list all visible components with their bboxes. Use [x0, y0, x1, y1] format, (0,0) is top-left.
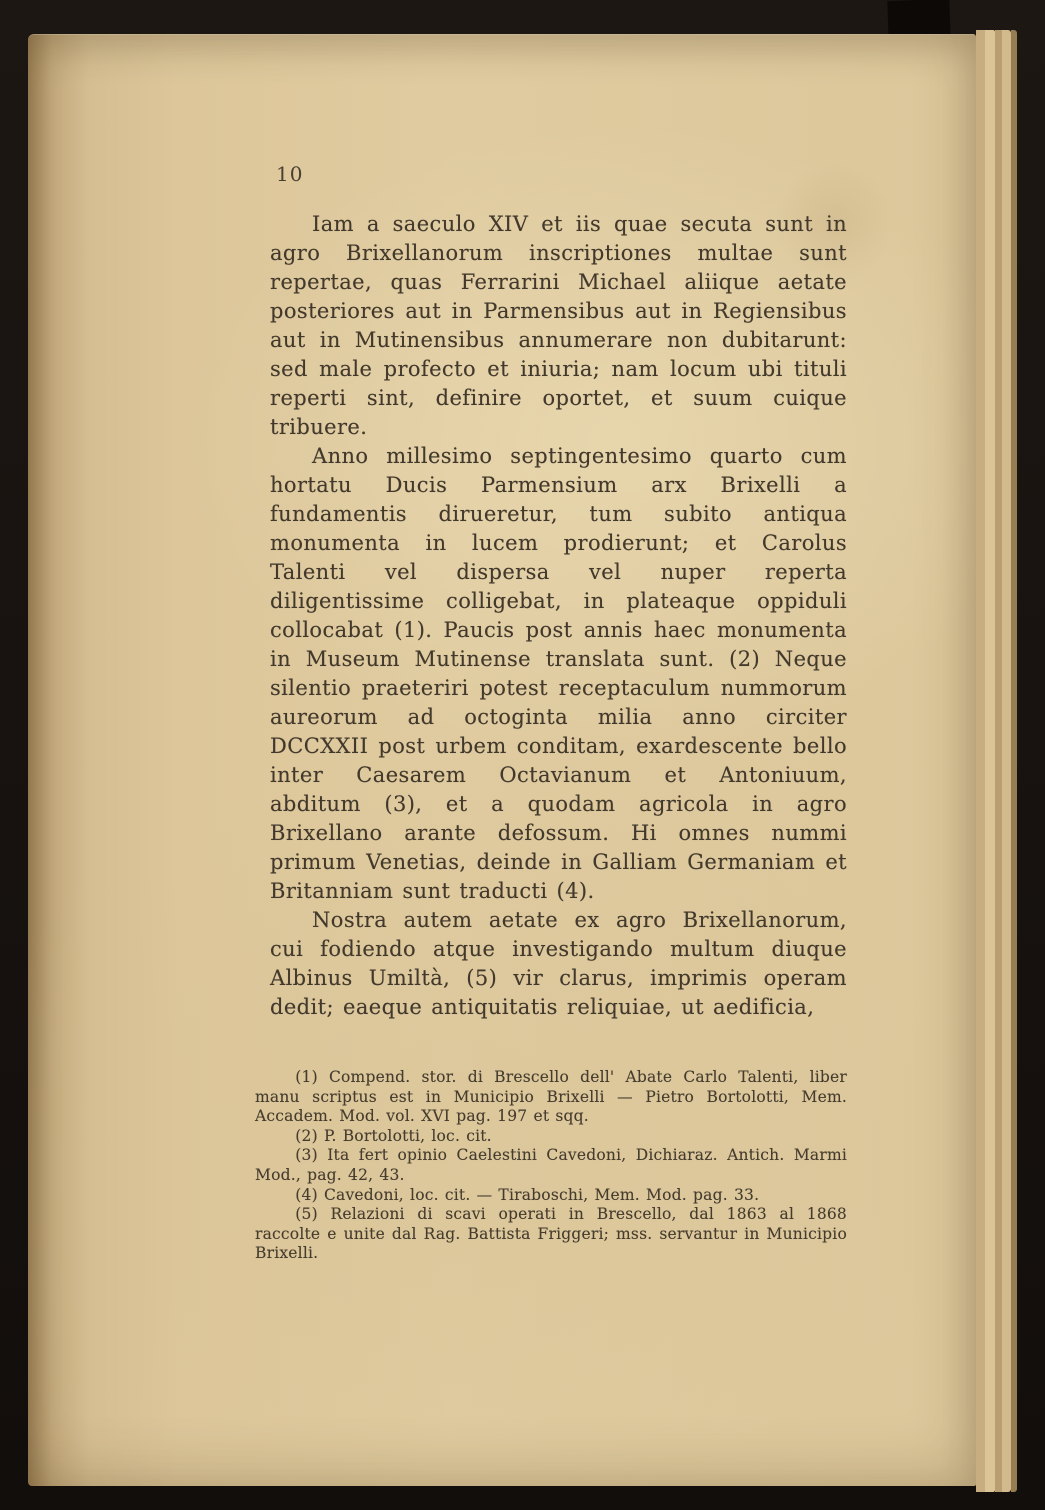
paragraph-2: Anno millesimo septingentesimo quarto cum hortatu Ducis Parmensium arx Brixelli a fundamentis dirueretur, tum subito antiqua monumenta in lucem prodierunt; et Carolus Talenti vel dispersa vel nuper reperta diligentissime colligebat, in plateaque oppiduli collocabat (1). Paucis post annis haec monumenta in Museum Mutinense translata sunt. (2) Neque silentio praeteriri potest receptaculum nummorum aureorum ad octoginta milia anno circiter DCCXXII post urbem conditam, exardescente bello inter Caesarem Octavianum et Antoniuum, abditum (3), et a quodam agricola in agro Brixellano arante defossum. Hi omnes nummi primum Venetias, deinde in Galliam Germaniam et Britanniam sunt traducti (4). [270, 444, 847, 903]
footnote-5: (5) Relazioni di scavi operati in Brescello, dal 1863 al 1868 raccolte e unite dal Rag. Battista Friggeri; mss. servantur in Municipio Brixelli. [255, 1205, 847, 1263]
footnote-2: (2) P. Bortolotti, loc. cit. [295, 1126, 492, 1145]
page-edge-strip [976, 30, 985, 1492]
book-page [28, 34, 976, 1486]
footnote-1: (1) Compend. stor. di Brescello dell' Abate Carlo Talenti, liber manu scriptus est in Municipio Brixelli — Pietro Bortolotti, Mem. Accadem. Mod. vol. XVI pag. 197 et sqq. [255, 1068, 847, 1126]
footnote-3: (3) Ita fert opinio Caelestini Cavedoni, Dichiaraz. Antich. Marmi Mod., pag. 42, 43. [255, 1146, 847, 1184]
page-edge-strip [985, 30, 995, 1492]
page-edge-strip [1002, 30, 1011, 1492]
page-number: 10 [276, 162, 304, 186]
footnotes-section [255, 1068, 847, 1264]
page-edge-strip [1011, 30, 1017, 1492]
body-text [270, 210, 847, 1022]
paragraph-3: Nostra autem aetate ex agro Brixellanorum, cui fodiendo atque investigando multum diuque Albinus Umiltà, (5) vir clarus, imprimis operam dedit; eaeque antiquitatis reliquiae, ut aedificia, [270, 908, 847, 1019]
paragraph-1: Iam a saeculo XIV et iis quae secuta sunt in agro Brixellanorum inscriptiones multae sunt repertae, quas Ferrarini Michael aliique aetate posteriores aut in Parmensibus aut in Regiensibus aut in Mutinensibus annumerare non dubitarunt: sed male profecto et iniuria; nam locum ubi tituli reperti sint, definire oportet, et suum cuique tribuere. [270, 212, 847, 439]
footnote-4: (4) Cavedoni, loc. cit. — Tiraboschi, Mem. Mod. pag. 33. [295, 1185, 760, 1204]
page-edge-strip [995, 30, 1002, 1492]
text-column [255, 210, 847, 1264]
